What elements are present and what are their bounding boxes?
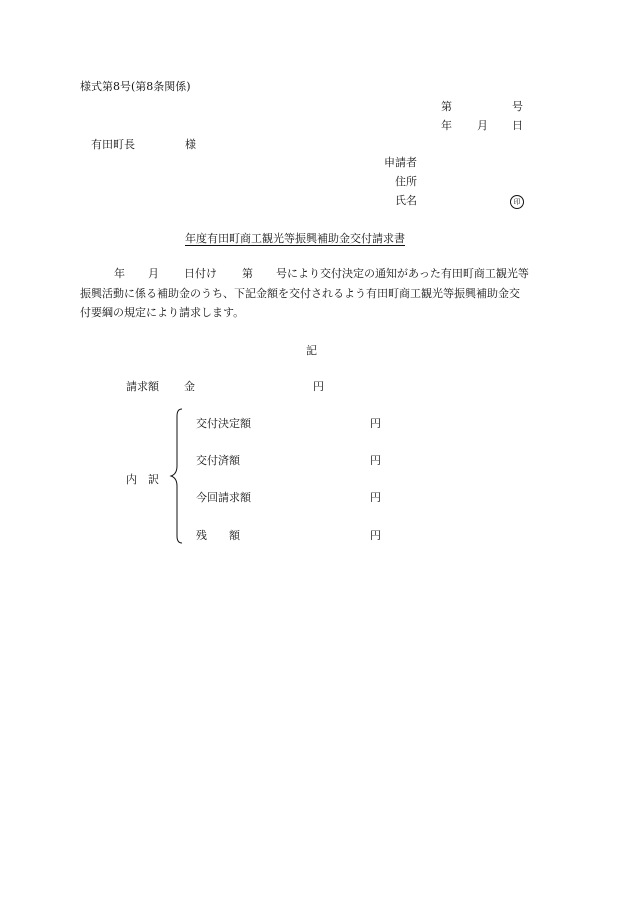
doc-number-dai: 第 <box>441 100 452 113</box>
body-year: 年 <box>114 267 125 280</box>
body-month: 月 <box>148 267 159 280</box>
document-title: 年度有田町商工観光等振興補助金交付請求書 <box>185 232 405 245</box>
addressee-name: 有田町長 <box>91 138 135 151</box>
breakdown-item-1-label: 交付決定額 <box>196 417 251 430</box>
breakdown-label: 内 訳 <box>126 473 159 486</box>
breakdown-item-4-yen: 円 <box>370 529 381 542</box>
breakdown-item-1-yen: 円 <box>370 417 381 430</box>
brace-icon <box>168 408 184 544</box>
doc-number-go: 号 <box>512 100 523 113</box>
applicant-name-label: 氏名 <box>395 194 417 207</box>
request-yen: 円 <box>313 380 324 393</box>
request-kin: 金 <box>184 380 195 393</box>
breakdown-item-2-yen: 円 <box>370 454 381 467</box>
body-dai: 第 <box>242 267 253 280</box>
form-label: 様式第8号(第8条関係) <box>80 80 191 93</box>
seal-icon: 印 <box>510 195 524 209</box>
body-line-2: 振興活動に係る補助金のうち、下記金額を交付されるよう有田町商工観光等振興補助金交 <box>80 287 520 300</box>
doc-date-day: 日 <box>512 119 523 132</box>
body-line-3: 付要綱の規定により請求します。 <box>80 306 245 319</box>
applicant-address-label: 住所 <box>395 175 417 188</box>
breakdown-item-3-yen: 円 <box>370 491 381 504</box>
applicant-label: 申請者 <box>384 156 417 169</box>
breakdown-item-3-label: 今回請求額 <box>196 491 251 504</box>
addressee-honorific: 様 <box>185 138 196 151</box>
seal-mark <box>510 194 524 209</box>
doc-date-month: 月 <box>477 119 488 132</box>
ki-heading: 記 <box>306 344 317 357</box>
request-label: 請求額 <box>126 380 159 393</box>
breakdown-item-2-label: 交付済額 <box>196 454 240 467</box>
doc-date-year: 年 <box>441 119 452 132</box>
breakdown-item-4-label: 残 額 <box>196 529 240 542</box>
body-go-text: 号により交付決定の通知があった有田町商工観光等 <box>276 267 529 280</box>
body-date-ref: 日付け <box>184 267 217 280</box>
